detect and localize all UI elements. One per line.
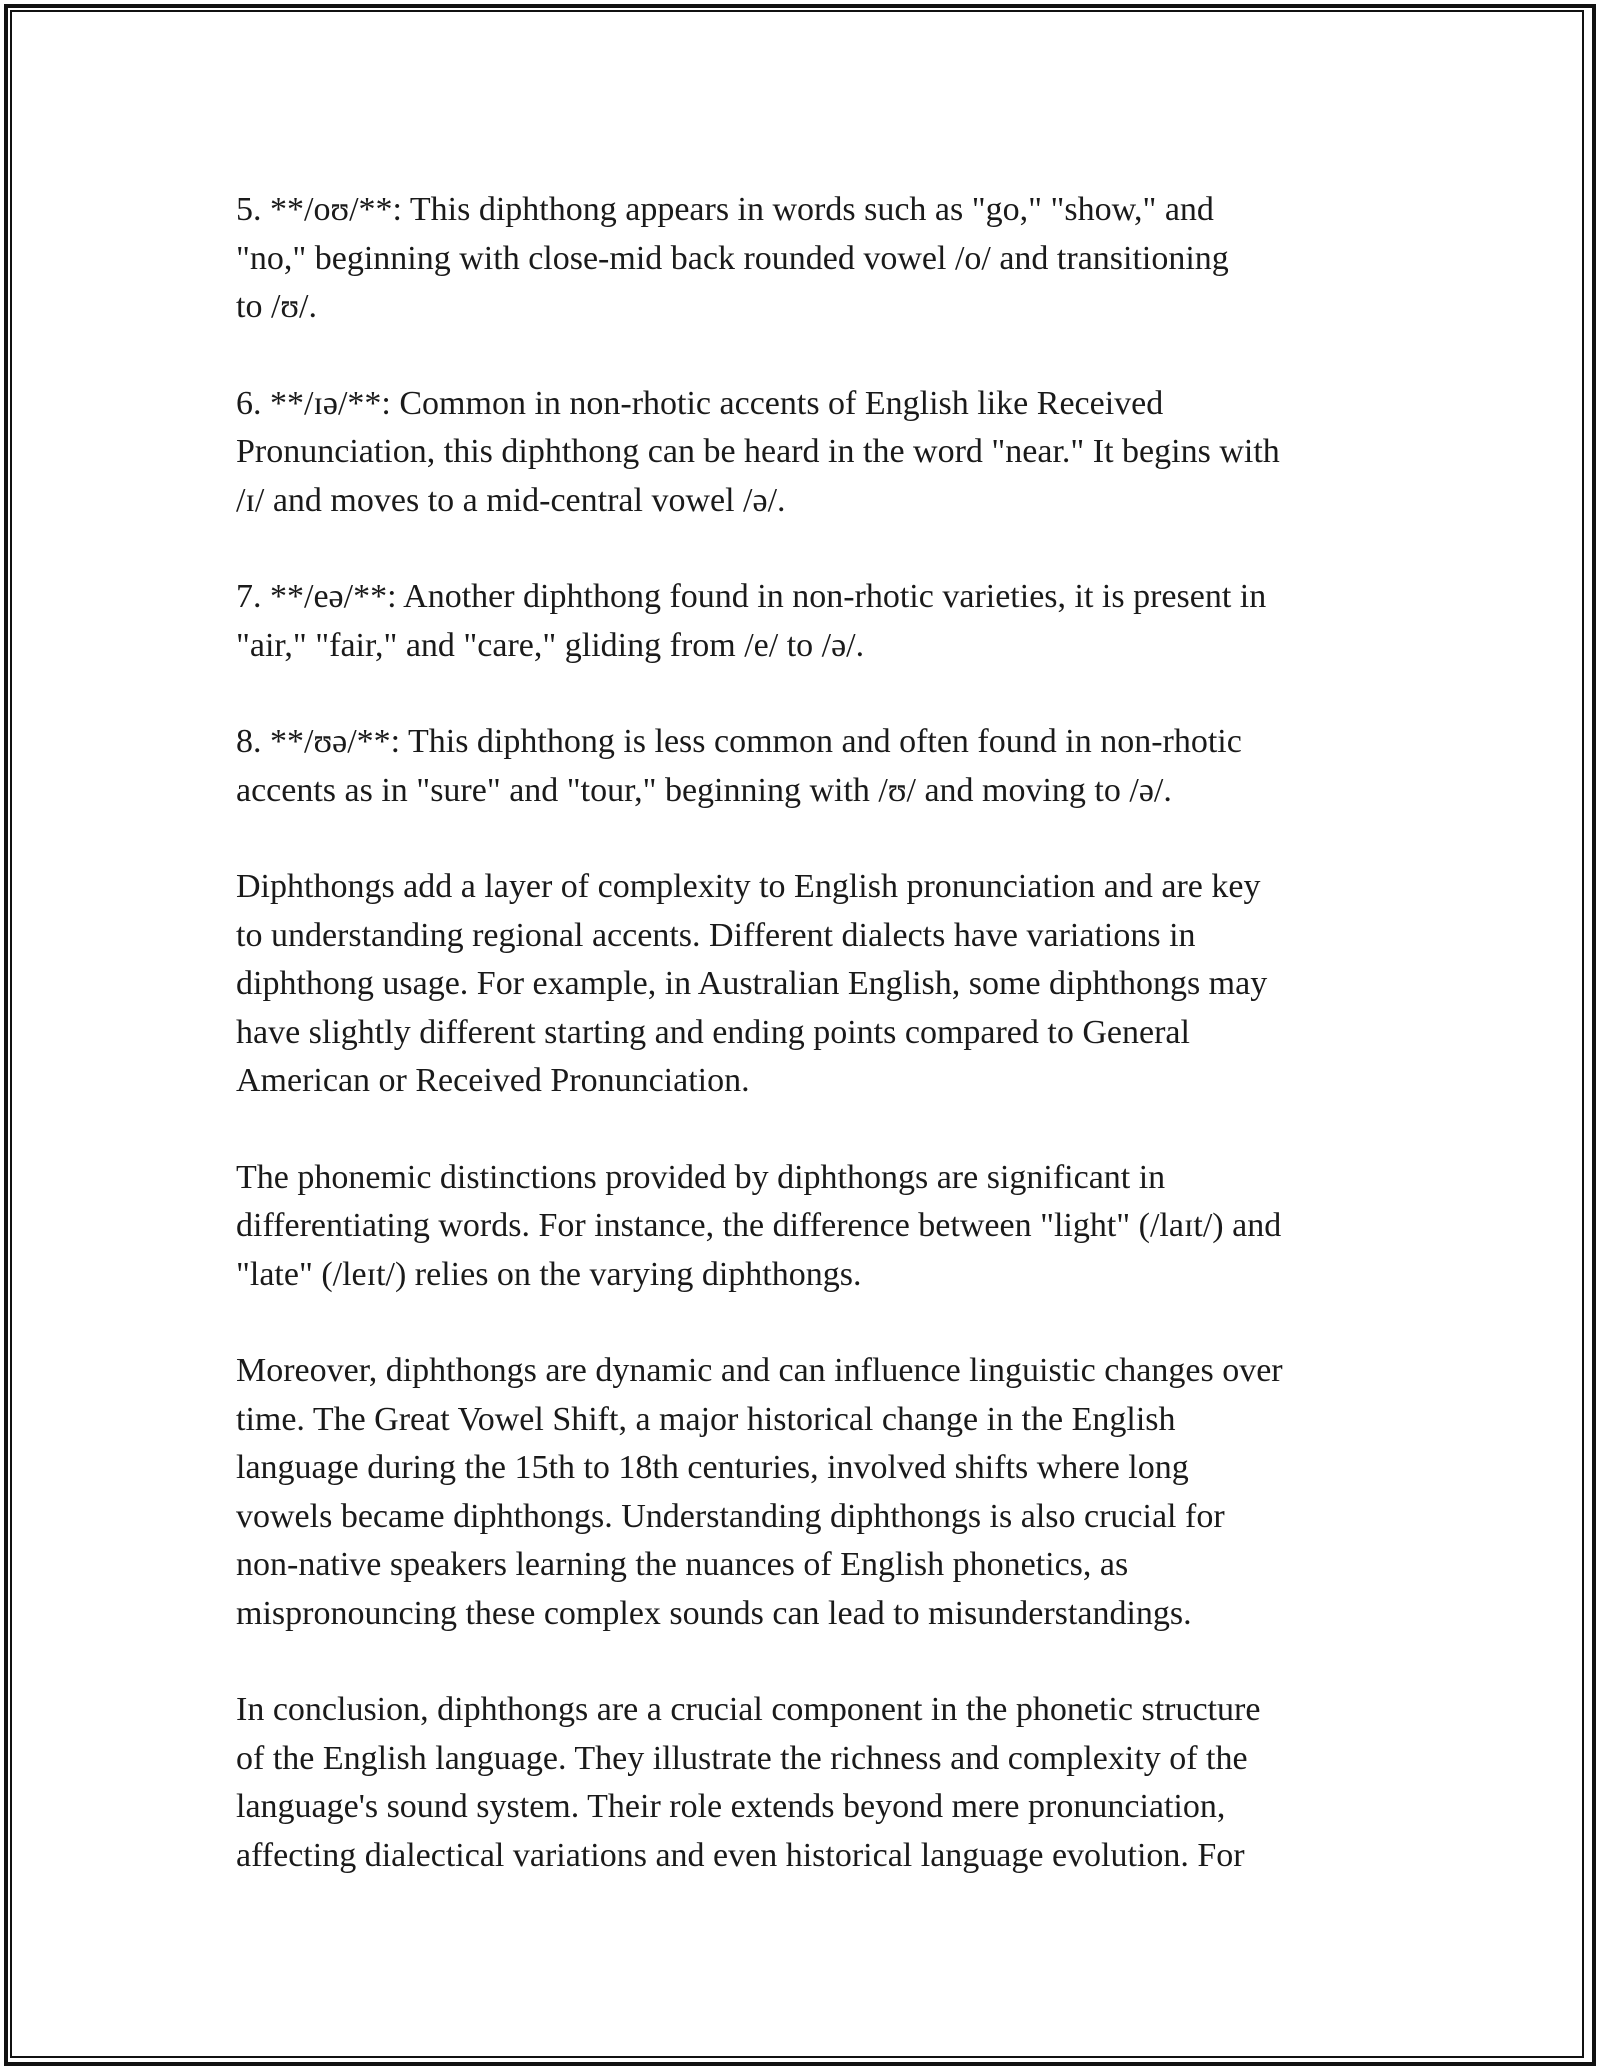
list-item-diphthong-ua: 8. **/ʊə/**: This diphthong is less common and often found in non-rhotic accents as in "sure" and "tour," beginning with /ʊ/ and moving to /ə/.	[236, 723, 1242, 809]
paragraph-phonemic-distinctions: The phonemic distinctions provided by diphthongs are significant in differentiating words. For instance, the difference between "light" (/laɪt/) and "late" (/leɪt/) relies on the varying diphthongs.	[236, 1158, 1282, 1293]
paragraph-regional-accents: Diphthongs add a layer of complexity to English pronunciation and are key to understanding regional accents. Different dialects have variations in diphthong usage. For example, in Australian English, some diphthongs may have slightly different starting and ending points compared to General American or Received Pronunciation.	[236, 868, 1268, 1099]
list-item-diphthong-ea: 7. **/eə/**: Another diphthong found in non-rhotic varieties, it is present in "air," "fair," and "care," gliding from /e/ to /ə/.	[236, 578, 1267, 664]
list-item-diphthong-ie: 6. **/ɪə/**: Common in non-rhotic accents of English like Received Pronunciation, this diphthong can be heard in the word "near." It begins with /ɪ/ and moves to a mid-central vowel /ə/.	[236, 384, 1280, 519]
paragraph-conclusion: In conclusion, diphthongs are a crucial component in the phonetic structure of the English language. They illustrate the richness and complexity of the language's sound system. Their role extends beyond mere pronunciation, affecting dialectical variations and even historical language evolution. For	[236, 1691, 1261, 1874]
list-item-diphthong-ou: 5. **/oʊ/**: This diphthong appears in words such as "go," "show," and "no," beginning with close-mid back rounded vowel /o/ and transitioning to /ʊ/.	[236, 191, 1229, 325]
document-body	[236, 186, 1376, 1928]
paragraph-great-vowel-shift: Moreover, diphthongs are dynamic and can influence linguistic changes over time. The Great Vowel Shift, a major historical change in the English language during the 15th to 18th centuries, involved shifts where long vowels became diphthongs. Understanding diphthongs is also crucial for non-native speakers learning the nuances of English phonetics, as mispronouncing these complex sounds can lead to misunderstandings.	[236, 1352, 1283, 1632]
